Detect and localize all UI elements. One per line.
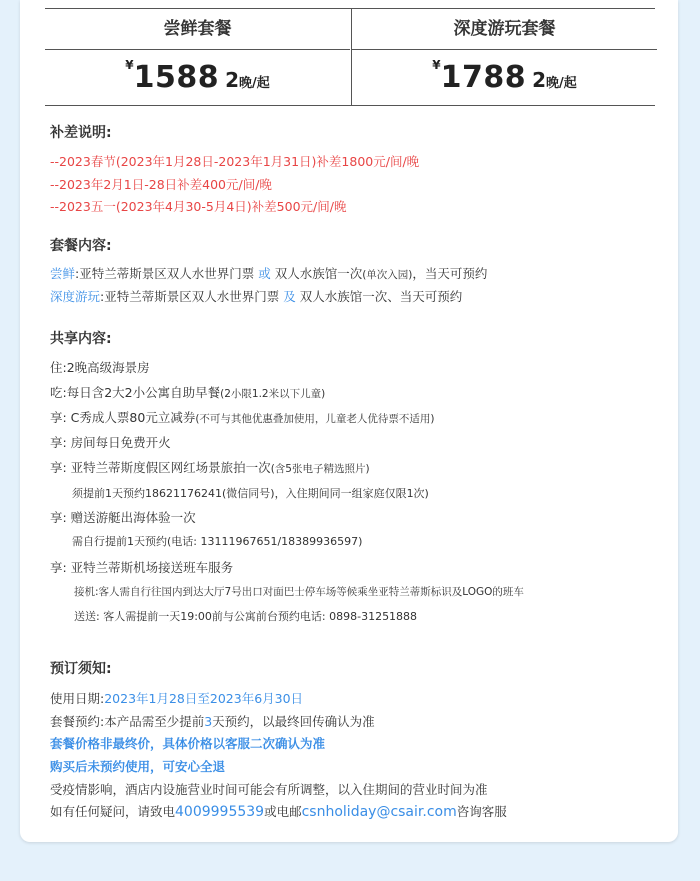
shared-boat: 享: 赠送游艇出海体验一次: [50, 510, 196, 525]
surcharge-item: --2023五一(2023年4月30-5月4日)补差500元/间/晚: [50, 199, 347, 214]
package-conjunction: 及: [283, 289, 296, 304]
price-table: [45, 8, 655, 106]
booking-advance-text: 天预约，以最终回传确认为准: [212, 714, 375, 729]
currency-symbol: ¥: [125, 58, 134, 72]
package-text: :亚特兰蒂斯景区双人水世界门票: [100, 289, 284, 304]
basic-package-title: 尝鲜套餐: [45, 9, 350, 50]
nights-count: 2: [532, 68, 547, 92]
package-text: ，当天可预约: [412, 266, 488, 281]
shared-pickup: 接机:客人需自行往国内到达大厅7号出口对面巴士停车场等候乘坐亚特兰蒂斯标识及LOGO的班车: [74, 586, 524, 598]
shared-cshow-text: 享: C秀成人票80元立减券: [50, 410, 196, 425]
shared-cshow: [50, 408, 435, 426]
shared-eat-text: 吃:每日含2大2小公寓自助早餐: [50, 385, 221, 400]
nights-count: 2: [225, 68, 240, 92]
shared-photo-text: 享: 亚特兰蒂斯度假区网红场景旅拍一次: [50, 460, 271, 475]
price-unit: 晚/起: [546, 76, 577, 91]
price-column-deep: [351, 9, 657, 105]
shared-eat-note: (2小限1.2米以下儿童): [220, 388, 326, 400]
shared-photo: [50, 458, 370, 476]
contact-text: 如有任何疑问，请致电: [50, 804, 176, 819]
shared-shuttle: 享: 亚特兰蒂斯机场接送班车服务: [50, 560, 234, 575]
package-text: :亚特兰蒂斯景区双人水世界门票: [75, 266, 259, 281]
contact-phone-link[interactable]: 4009995539: [175, 804, 265, 820]
package-label-basic: 尝鲜: [50, 266, 76, 281]
booking-refund-note: 购买后未预约使用，可安心全退: [50, 759, 226, 774]
shared-dropoff: 送送: 客人需提前一天19:00前与公寓前台预约电话: 0898-31251888: [74, 610, 418, 623]
package-conjunction: 或: [258, 266, 271, 281]
deep-package-title: 深度游玩套餐: [352, 9, 657, 50]
package-text: 双人水族馆一次、当天可预约: [295, 289, 463, 304]
basic-package-price: [45, 50, 350, 105]
shared-cshow-note: (不可与其他优惠叠加使用，儿童老人优待票不适用): [195, 413, 435, 425]
deep-package-price: [352, 50, 657, 105]
shared-eat: [50, 383, 325, 401]
booking-date-label: 使用日期:: [50, 691, 105, 706]
price-amount: 1588: [133, 60, 220, 95]
booking-advance-text: 套餐预约:本产品需至少提前: [50, 714, 205, 729]
shared-stay: 住:2晚高级海景房: [50, 360, 150, 375]
package-label-deep: 深度游玩: [50, 289, 101, 304]
booking-advance-days: 3: [204, 714, 213, 729]
contact-text: 咨询客服: [456, 804, 507, 819]
contact-text: 或电邮: [264, 804, 302, 819]
booking-price-note: 套餐价格非最终价，具体价格以客服二次确认为准: [50, 736, 326, 751]
price-amount: 1788: [440, 60, 527, 95]
surcharge-item: --2023春节(2023年1月28日-2023年1月31日)补差1800元/间/晚: [50, 154, 420, 169]
booking-advance: [50, 712, 375, 730]
package-title: 套餐内容:: [50, 238, 112, 254]
package-note: (单次入园): [362, 269, 413, 281]
price-column-basic: [45, 9, 350, 105]
surcharge-title: 补差说明:: [50, 125, 112, 141]
package-line-deep: [50, 287, 462, 305]
booking-date-value: 2023年1月28日至2023年6月30日: [104, 691, 304, 706]
booking-title: 预订须知:: [50, 661, 112, 677]
shared-boat-sub: 需自行提前1天预约(电话: 13111967651/18389936597): [72, 535, 363, 548]
price-unit: 晚/起: [239, 76, 270, 91]
booking-contact: [50, 802, 507, 820]
contact-email-link[interactable]: csnholiday@csair.com: [301, 804, 457, 820]
shared-photo-sub: 须提前1天预约18621176241(微信同号)，入住期间同一组家庭仅限1次): [72, 487, 429, 500]
shared-photo-note: (含5张电子精选照片): [270, 463, 370, 475]
shared-title: 共享内容:: [50, 331, 112, 347]
booking-date: [50, 689, 303, 707]
package-text: 双人水族馆一次: [270, 266, 363, 281]
shared-heater: 享: 房间每日免费开火: [50, 435, 171, 450]
currency-symbol: ¥: [432, 58, 441, 72]
package-line-basic: [50, 264, 487, 282]
booking-epidemic-note: 受疫情影响，酒店内设施营业时间可能会有所调整，以入住期间的营业时间为准: [50, 782, 488, 797]
surcharge-item: --2023年2月1日-28日补差400元/间/晚: [50, 177, 272, 192]
